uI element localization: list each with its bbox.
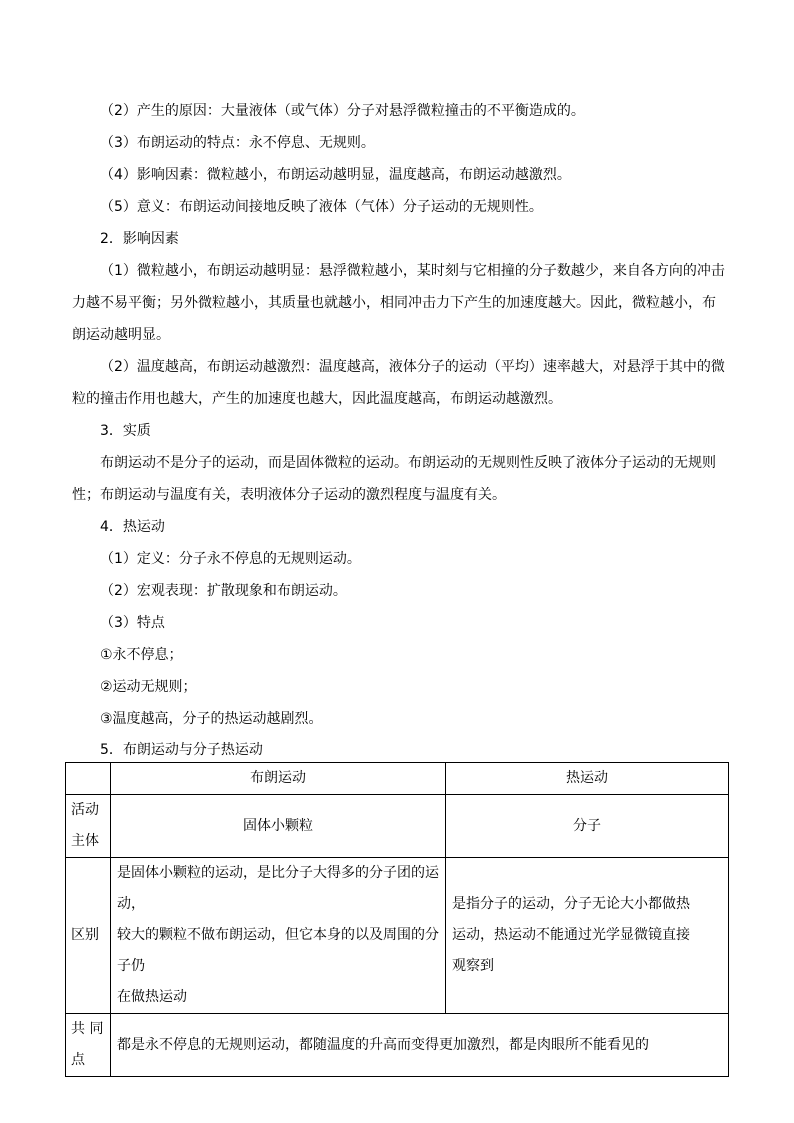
text-line: 朗运动越明显。	[72, 327, 170, 343]
text-line: （2）温度越高，布朗运动越激烈：温度越高，液体分子的运动（平均）速率越大，对悬浮于其中的微	[100, 359, 725, 375]
text-line: （1）微粒越小，布朗运动越明显：悬浮微粒越小，某时刻与它相撞的分子数越少，来自各方向的冲击	[100, 263, 725, 279]
text-line: 布朗运动不是分子的运动，而是固体微粒的运动。布朗运动的无规则性反映了液体分子运动的无规则	[100, 455, 716, 471]
text-line: 粒的撞击作用也越大，产生的加速度也越大，因此温度越高，布朗运动越激烈。	[72, 391, 562, 407]
comparison-table	[65, 762, 729, 1077]
section-heading: 3．实质	[100, 423, 151, 439]
table-row	[66, 1014, 729, 1077]
table-row	[66, 858, 729, 1014]
table-header-row	[66, 763, 729, 795]
table-header-cell: 布朗运动	[111, 763, 446, 795]
text-line: （4）影响因素：微粒越小，布朗运动越明显，温度越高，布朗运动越激烈。	[100, 167, 571, 183]
row-label-line: 活动	[71, 802, 99, 818]
table-cell: 分子	[446, 795, 729, 858]
row-label-line: 主体	[71, 833, 99, 849]
text-line: 性；布朗运动与温度有关，表明液体分子运动的激烈程度与温度有关。	[72, 487, 506, 503]
row-label-cell	[66, 1014, 111, 1077]
table-cell	[446, 858, 729, 1014]
table-row	[66, 795, 729, 858]
cell-line: 是指分子的运动，分子无论大小都做热	[452, 896, 690, 912]
table-cell	[111, 858, 446, 1014]
text-line: （1）定义：分子永不停息的无规则运动。	[100, 551, 361, 567]
table-cell: 固体小颗粒	[111, 795, 446, 858]
list-item: ②运动无规则；	[100, 679, 197, 695]
cell-line: 是固体小颗粒的运动，是比分子大得多的分子团的运动，	[117, 865, 439, 912]
text-line: 力越不易平衡；另外微粒越小，其质量也就越小，相同冲击力下产生的加速度越大。因此，微粒越小，布	[72, 295, 716, 311]
section-heading: 5．布朗运动与分子热运动	[100, 742, 263, 758]
text-line: （3）布朗运动的特点：永不停息、无规则。	[100, 135, 375, 151]
section-heading: 2．影响因素	[100, 231, 179, 247]
table-cell: 都是永不停息的无规则运动，都随温度的升高而变得更加激烈，都是肉眼所不能看见的	[111, 1014, 729, 1077]
list-item: ③温度越高，分子的热运动越剧烈。	[100, 711, 323, 727]
row-label-line: 共 同	[71, 1021, 104, 1037]
row-label-line: 点	[71, 1052, 85, 1068]
cell-line: 观察到	[452, 958, 494, 974]
text-line: （5）意义：布朗运动间接地反映了液体（气体）分子运动的无规则性。	[100, 199, 543, 215]
table-corner-cell	[66, 763, 111, 795]
table-header-cell: 热运动	[446, 763, 729, 795]
section-heading: 4．热运动	[100, 519, 165, 535]
row-label-cell: 区别	[66, 858, 111, 1014]
text-line: （2）宏观表现：扩散现象和布朗运动。	[100, 583, 347, 599]
cell-line: 运动，热运动不能通过光学显微镜直接	[452, 927, 690, 943]
cell-line: 较大的颗粒不做布朗运动，但它本身的以及周围的分子仍	[117, 927, 439, 974]
list-item: ①永不停息；	[100, 647, 183, 663]
row-label-cell	[66, 795, 111, 858]
text-line: （2）产生的原因：大量液体（或气体）分子对悬浮微粒撞击的不平衡造成的。	[100, 103, 585, 119]
cell-line: 在做热运动	[117, 989, 187, 1005]
text-line: （3）特点	[100, 615, 165, 631]
